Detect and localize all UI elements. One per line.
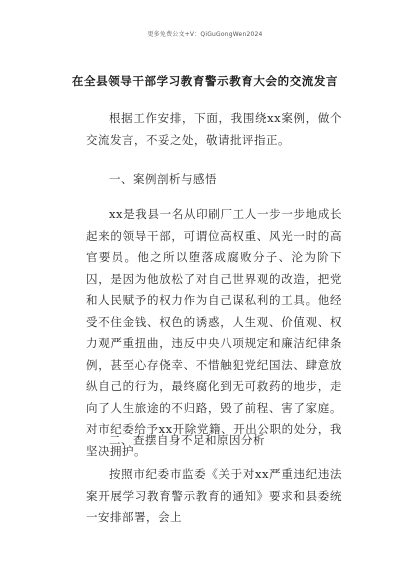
intro-paragraph: 根据工作安排，下面，我围绕xx案例，做个交流发言，不妥之处，敬请批评指正。 xyxy=(86,111,342,147)
section-1-paragraph: xx是我县一名从印刷厂工人一步一步地成长起来的领导干部，可谓位高权重、风光一时的高官要员。他之所以堕落成腐败分子、沦为阶下囚，是因为他放松了对自己世界观的改造，把党和人民赋予的权力作为自己谋私利的工具。他经受不住金钱、权色的诱惑，人生观、价值观、权力观严重扭曲，违反中央八项规定和廉洁纪律条例，甚至心存侥幸、不惜触犯党纪国法、肆意放纵自己的行为，最终腐化到无可救药的地步，走向了人生旅途的不归路，毁了前程、害了家庭。对市纪委给予xx开除党籍、开出公职的处分，我坚决拥护。 xyxy=(86,207,342,458)
section-heading-1: 一、案例剖析与感悟 xyxy=(109,172,217,186)
document-title: 在全县领导干部学习教育警示教育大会的交流发言 xyxy=(71,74,339,88)
section-heading-2: 二、查摆自身不足和原因分析 xyxy=(109,433,265,447)
section-2-paragraph: 按照市纪委市监委《关于对xx严重违纪违法案开展学习教育警示教育的通知》要求和县委统一安排部署，会上 xyxy=(86,467,342,524)
header-note: 更多免费公文+V：QiGuGongWen2024 xyxy=(147,31,263,38)
